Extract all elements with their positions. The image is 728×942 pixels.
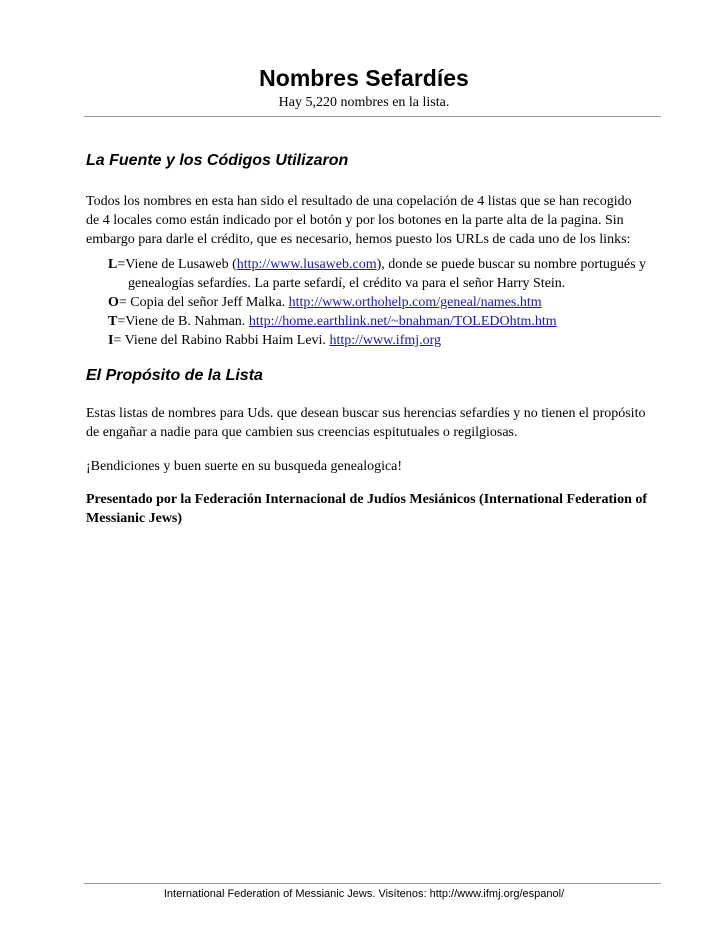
- source-text: ), donde se puede buscar su nombre portugués y: [376, 257, 647, 272]
- source-text: =Viene de B. Nahman.: [117, 314, 249, 329]
- source-item-t: [108, 312, 646, 331]
- source-code: L: [108, 257, 118, 272]
- presented-line: Messianic Jews): [86, 511, 183, 526]
- blessing-line: ¡Bendiciones y buen suerte en su busqueda genealogica!: [86, 459, 403, 474]
- ifmj-link[interactable]: http://www.ifmj.org: [329, 333, 442, 348]
- presented-by: [86, 490, 676, 528]
- sources-paragraph: [86, 192, 676, 249]
- source-item-l: [108, 255, 646, 274]
- paragraph-line: embargo para darle el crédito, que es necesario, hemos puesto los URLs de cada uno de los links:: [86, 232, 631, 247]
- section-heading-purpose: El Propósito de la Lista: [86, 367, 263, 384]
- footer-divider: [84, 883, 661, 884]
- paragraph-line: de 4 locales como están indicado por el botón y por los botones en la parte alta de la pagina. Sin: [86, 213, 624, 228]
- source-text: = Viene del Rabino Rabbi Haim Levi.: [113, 333, 330, 348]
- header-divider: [84, 116, 661, 117]
- earthlink-link[interactable]: http://home.earthlink.net/~bnahman/TOLEDOhtm.htm: [248, 314, 557, 329]
- source-code: O: [108, 295, 119, 310]
- lusaweb-link[interactable]: http://www.lusaweb.com: [236, 257, 377, 272]
- purpose-paragraph: [86, 404, 676, 442]
- source-item-o: [108, 293, 646, 312]
- names-count: Hay 5,220 nombres en la lista.: [278, 95, 450, 110]
- orthohelp-link[interactable]: http://www.orthohelp.com/geneal/names.htm: [288, 295, 542, 310]
- presented-line: Presentado por la Federación Internacional de Judíos Mesiánicos (International Federation of: [86, 492, 648, 507]
- paragraph-line: Todos los nombres en esta han sido el resultado de una copelación de 4 listas que se han recogido: [86, 194, 632, 209]
- sources-list: [108, 255, 646, 350]
- blessing-text: [86, 457, 676, 476]
- paragraph-line: Estas listas de nombres para Uds. que desean buscar sus herencias sefardíes y no tienen el propósito: [86, 406, 646, 421]
- source-text: =Viene de Lusaweb (: [117, 257, 237, 272]
- page-title: Nombres Sefardíes: [259, 65, 469, 91]
- source-code: T: [108, 314, 118, 329]
- paragraph-line: de engañar a nadie para que cambien sus creencias espitutuales o regilgiosas.: [86, 425, 518, 440]
- source-item-i: [108, 331, 646, 350]
- section-heading-sources: La Fuente y los Códigos Utilizaron: [86, 152, 349, 169]
- page-footer: International Federation of Messianic Jews. Visítenos: http://www.ifmj.org/espanol/: [163, 888, 565, 900]
- source-text: = Copia del señor Jeff Malka.: [118, 295, 289, 310]
- source-code: I: [108, 333, 114, 348]
- source-continuation: genealogías sefardíes. La parte sefardí, el crédito va para el señor Harry Stein.: [128, 276, 566, 291]
